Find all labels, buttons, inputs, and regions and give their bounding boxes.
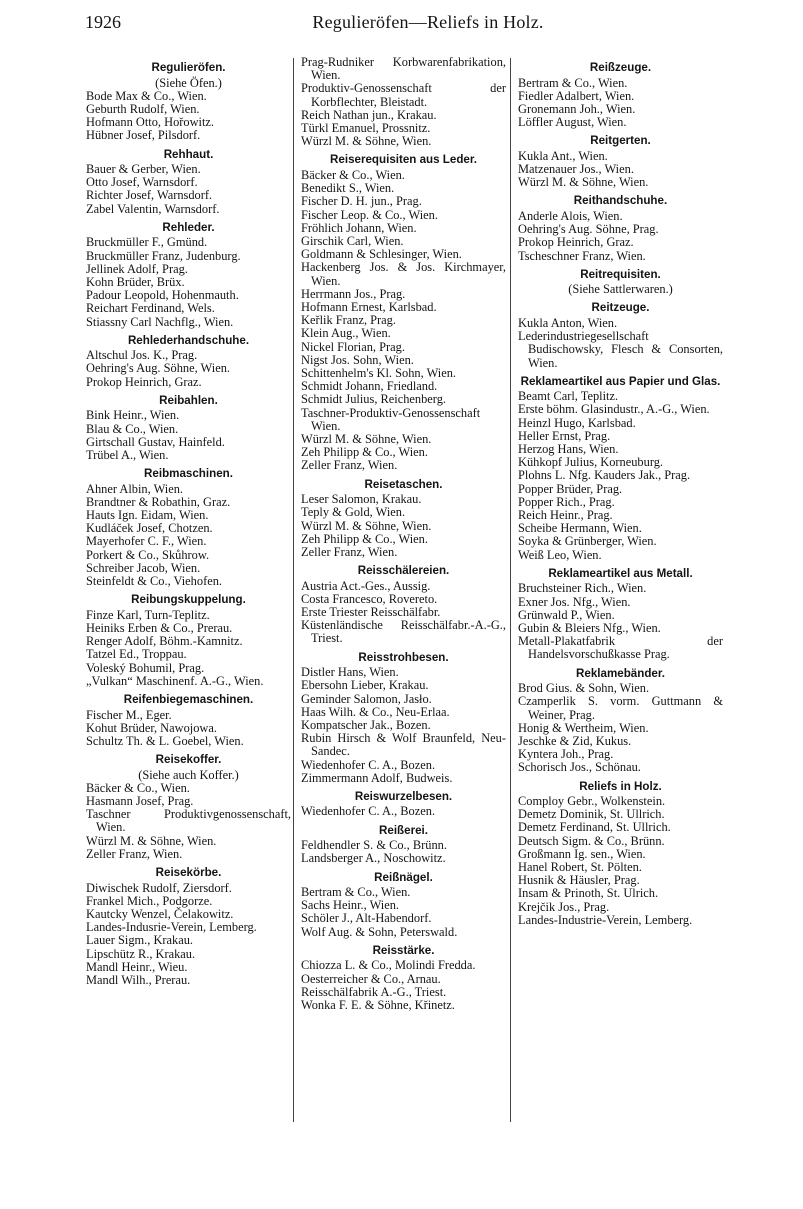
directory-entry: Würzl M. & Söhne, Wien. [86,833,217,848]
directory-entry: Klein Aug., Wien. [301,326,391,341]
directory-entry: Bruckmüller Franz, Judenburg. [86,248,241,263]
category-heading: Reklamebänder. [576,666,665,680]
directory-entry: Kyntera Joh., Prag. [518,747,614,762]
directory-entry: Zeller Franz, Wien. [86,846,183,861]
directory-entry: Weiß Leo, Wien. [518,547,602,562]
category-heading: Reiserequisiten aus Leder. [330,153,477,167]
directory-entry: Jellinek Adolf, Prag. [86,261,188,276]
directory-entry: Erste böhm. Glasindustr., A.-G., Wien. [518,402,710,417]
directory-entry: Stiassny Carl Nachflg., Wien. [86,314,234,329]
directory-entry: Anderle Alois, Wien. [518,208,623,223]
directory-entry: Zeller Franz, Wien. [301,544,398,559]
directory-entry: Wonka F. E. & Söhne, Křinetz. [301,997,455,1012]
directory-entry: Wiedenhofer C. A., Bozen. [301,757,436,772]
directory-entry: Türkl Emanuel, Prossnitz. [301,121,431,136]
directory-entry: Krejčik Jos., Prag. [518,899,610,914]
directory-entry: Brod Gius. & Sohn, Wien. [518,681,650,696]
directory-entry: Brandtner & Robathin, Graz. [86,494,231,509]
directory-entry: Demetz Ferdinand, St. Ullrich. [518,820,671,835]
category-heading: Regulieröfen. [151,61,226,74]
directory-entry: Lauer Sigm., Krakau. [86,933,194,948]
directory-entry: Reichart Ferdinand, Wels. [86,301,215,316]
directory-entry: Hofmann Ernest, Karlsbad. [301,299,437,314]
category-heading: Reifenbiegemaschinen. [123,693,254,707]
directory-entry: Zeh Philipp & Co., Wien. [301,445,428,460]
directory-entry: Landes-Industrie-Verein, Lemberg. [518,912,693,927]
directory-entry: Heinzl Hugo, Karlsbad. [518,415,636,430]
directory-entry: Bertram & Co., Wien. [301,885,411,900]
directory-entry: Altschul Jos. K., Prag. [86,348,198,363]
directory-entry: Trübel A., Wien. [86,447,169,462]
directory-entry: Bruchsteiner Rich., Wien. [518,581,647,596]
directory-entry: „Vulkan“ Maschinenf. A.-G., Wien. [86,673,264,688]
directory-entry: Leser Salomon, Krakau. [301,492,422,507]
directory-entry: Richter Josef, Warnsdorf. [86,188,213,203]
directory-entry: Comploy Gebr., Wolkenstein. [518,794,666,809]
directory-entry: Oehring's Aug. Söhne, Prag. [518,222,659,237]
directory-entry: Bäcker & Co., Wien. [86,780,190,795]
directory-entry: Heiniks Erben & Co., Prerau. [86,621,233,635]
directory-entry: Kautcky Wenzel, Čelakowitz. [86,906,234,921]
category-heading: Reklameartikel aus Metall. [548,566,693,580]
directory-entry: Czamperlik S. vorm. Guttmann & Weiner, Prag. [518,694,723,722]
directory-entry: Girtschall Gustav, Hainfeld. [86,434,225,449]
directory-entry: Finze Karl, Turn-Teplitz. [86,607,210,622]
category-heading: Reliefs in Holz. [579,779,662,793]
category-heading: Reißerei. [379,823,428,837]
directory-entry: Haas Wilh. & Co., Neu-Erlaa. [301,704,450,719]
directory-entry: Prokop Heinrich, Graz. [518,235,634,250]
directory-entry: Hofmann Otto, Hořowitz. [86,115,215,130]
directory-entry: Hübner Josef, Pilsdorf. [86,128,201,143]
directory-entry: Scheibe Hermann, Wien. [518,521,642,536]
running-head: Regulieröfen—Reliefs in Holz. [312,12,544,32]
directory-entry: Bertram & Co., Wien. [518,75,628,90]
category-heading: Reisstrohbesen. [358,650,449,664]
directory-entry: Soyka & Grünberger, Wien. [518,534,657,549]
directory-entry: Rubin Hirsch & Wolf Braunfeld, Neu-Sandec. [301,731,506,759]
directory-entry: Chiozza L. & Co., Molindi Fredda. [301,958,476,973]
directory-entry: Honig & Wertheim, Wien. [518,720,649,735]
column-rule-right [510,58,511,1122]
directory-entry: Goldmann & Schlesinger, Wien. [301,247,462,262]
directory-entry: Girschik Carl, Wien. [301,233,404,248]
category-heading: Reißzeuge. [589,61,652,74]
directory-entry: Bauer & Gerber, Wien. [86,162,201,177]
directory-entry: Teply & Gold, Wien. [301,505,406,520]
category-heading: Rehlederhandschuhe. [127,333,250,347]
directory-entry: Küstenländische Reisschälfabr.-A.-G., Triest. [301,618,506,646]
category-heading: Reitrequisiten. [580,267,661,281]
directory-entry: Herrmann Jos., Prag. [301,286,406,301]
directory-entry: Tatzel Ed., Troppau. [86,647,187,662]
directory-entry: Oesterreicher & Co., Arnau. [301,971,441,986]
cross-reference-note: (Siehe Öfen.) [155,75,222,90]
directory-entry: Husnik & Häusler, Prag. [518,873,640,888]
directory-entry: Nigst Jos. Sohn, Wien. [301,352,414,367]
directory-entry: Taschner-Produktiv-Genossenschaft Wien. [301,405,481,433]
directory-entry: Lederindustriegesellschaft Budischowsky, Flesch & Consorten, Wien. [518,329,723,370]
category-heading: Reiswurzelbesen. [354,789,453,803]
category-heading: Reithandschuhe. [573,194,668,208]
directory-entry: Landes-Indusrie-Verein, Lemberg. [86,920,257,935]
category-heading: Rehleder. [162,220,215,234]
page-number: 1926 [85,12,121,32]
cross-reference-note: (Siehe Sattlerwaren.) [568,282,673,297]
directory-entry: Popper Brüder, Prag. [518,481,623,496]
directory-entry: Deutsch Sigm. & Co., Brünn. [518,833,665,848]
directory-entry: Schmidt Johann, Friedland. [301,379,438,394]
directory-entry: Otto Josef, Warnsdorf. [86,175,198,190]
directory-entry: Kohn Brüder, Brüx. [86,274,185,289]
directory-entry: Mandl Heinr., Wieu. [86,959,188,974]
directory-entry: Produktiv-Genossenschaft der Korbflechter, Bleistadt. [301,81,506,109]
directory-entry: Prag-Rudniker Korbwarenfabrikation, Wien. [301,55,506,83]
directory-entry: Geburth Rudolf, Wien. [86,101,200,116]
directory-entry: Austria Act.-Ges., Aussig. [301,578,431,593]
directory-entry: Fischer M., Eger. [86,707,172,722]
directory-entry: Hasmann Josef, Prag. [86,794,194,809]
directory-entry: Würzl M. & Söhne, Wien. [301,134,432,149]
directory-entry: Popper Rich., Prag. [518,494,615,509]
directory-entry: Reich Nathan jun., Krakau. [301,107,437,122]
directory-entry: Grünwald P., Wien. [518,607,615,622]
directory-entry: Wolf Aug. & Sohn, Peterswald. [301,924,458,939]
directory-entry: Fröhlich Johann, Wien. [301,220,417,235]
directory-entry: Padour Leopold, Hohenmauth. [86,288,239,303]
category-heading: Reisstärke. [372,943,435,957]
directory-entry: Gronemann Joh., Wien. [518,101,636,116]
directory-entry: Löffler August, Wien. [518,115,627,130]
category-heading: Reißnägel. [374,870,433,884]
directory-entry: Insam & Prinoth, St. Ulrich. [518,886,659,901]
directory-entry: Kudláček Josef, Chotzen. [86,521,213,536]
column-3 [518,56,723,927]
directory-entry: Landsberger A., Noschowitz. [301,851,446,866]
directory-entry: Porkert & Co., Skůhrow. [86,547,210,562]
directory-entry: Schmidt Julius, Reichenberg. [301,392,447,407]
directory-entry: Schorisch Jos., Schönau. [518,760,641,775]
directory-entry: Distler Hans, Wien. [301,665,399,680]
directory-entry: Großmann Ig. sen., Wien. [518,846,646,861]
directory-entry: Zeller Franz, Wien. [301,458,398,473]
directory-entry: Lipschütz R., Krakau. [86,946,196,961]
directory-entry: Ebersohn Lieber, Krakau. [301,678,429,693]
directory-entry: Frankel Mich., Podgorze. [86,893,213,908]
directory-entry: Diwischek Rudolf, Ziersdorf. [86,880,232,895]
directory-entry: Erste Triester Reisschälfabr. [301,605,441,620]
directory-entry: Nickel Florian, Prag. [301,339,405,354]
directory-entry: Schöler J., Alt-Habendorf. [301,911,432,926]
directory-entry: Würzl M. & Söhne, Wien. [301,431,432,446]
page-header [0,0,803,44]
directory-entry: Bäcker & Co., Wien. [301,167,405,182]
directory-entry: Schultz Th. & L. Goebel, Wien. [86,733,244,748]
directory-entry: Exner Jos. Nfg., Wien. [518,594,631,609]
column-1 [86,56,291,987]
directory-entry: Heller Ernst, Prag. [518,428,611,443]
directory-entry: Kompatscher Jak., Bozen. [301,717,431,732]
column-rule-left [293,58,294,1122]
directory-entry: Zimmermann Adolf, Budweis. [301,770,453,785]
directory-entry: Feldhendler S. & Co., Brünn. [301,838,447,853]
directory-entry: Bode Max & Co., Wien. [86,88,207,103]
directory-entry: Demetz Dominik, St. Ullrich. [518,807,665,822]
category-heading: Reibungskuppelung. [131,593,246,607]
directory-entry: Benedikt S., Wien. [301,181,395,196]
directory-entry: Voleský Bohumil, Prag. [86,660,205,675]
directory-entry: Kukla Ant., Wien. [518,148,608,163]
directory-entry: Hauts Ign. Eidam, Wien. [86,508,209,523]
directory-entry: Matzenauer Jos., Wien. [518,162,634,177]
directory-entry: Blau & Co., Wien. [86,421,179,436]
directory-entry: Kühkopf Julius, Korneuburg. [518,455,664,470]
directory-entry: Bink Heinr., Wien. [86,408,180,423]
directory-entry: Fischer D. H. jun., Prag. [301,194,422,209]
directory-entry: Reisschälfabrik A.-G., Triest. [301,984,447,999]
directory-entry: Hanel Robert, St. Pölten. [518,860,642,875]
directory-entry: Geminder Salomon, Jasło. [301,691,432,706]
directory-entry: Jeschke & Zid, Kukus. [518,733,632,748]
directory-entry: Taschner Produktivgenossenschaft, Wien. [86,807,291,835]
category-heading: Reisschälereien. [357,564,450,578]
category-heading: Reisetaschen. [364,477,443,491]
directory-entry: Mandl Wilh., Prerau. [86,972,191,987]
directory-entry: Hackenberg Jos. & Jos. Kirchmayer, Wien. [301,260,506,288]
directory-entry: Mayerhofer C. F., Wien. [86,534,207,549]
directory-entry: Plohns L. Nfg. Kauders Jak., Prag. [518,468,691,483]
directory-entry: Metall-Plakatfabrik der Handelsvorschußkasse Prag. [518,634,723,662]
directory-entry: Keřlik Franz, Prag. [301,313,396,328]
directory-entry: Prokop Heinrich, Graz. [86,374,202,389]
directory-entry: Würzl M. & Söhne, Wien. [301,518,432,533]
directory-entry: Beamt Carl, Teplitz. [518,389,619,404]
category-heading: Reibahlen. [159,393,218,407]
directory-entry: Schreiber Jacob, Wien. [86,560,201,575]
directory-entry: Costa Francesco, Rovereto. [301,591,438,606]
directory-entry: Steinfeldt & Co., Viehofen. [86,574,222,589]
directory-entry: Sachs Heinr., Wien. [301,898,400,913]
directory-entry: Wiedenhofer C. A., Bozen. [301,804,436,819]
category-heading: Rehhaut. [163,147,214,161]
cross-reference-note: (Siehe auch Koffer.) [138,767,239,782]
category-heading: Reitgerten. [590,134,651,148]
directory-entry: Schittenhelm's Kl. Sohn, Wien. [301,365,457,380]
directory-entry: Ahner Albin, Wien. [86,481,184,496]
directory-entry: Gubin & Bleiers Nfg., Wien. [518,621,661,635]
directory-entry: Reich Heinr., Prag. [518,508,613,523]
category-heading: Reibmaschinen. [144,467,233,481]
category-heading: Reisekörbe. [155,866,222,880]
directory-entry: Zeh Philipp & Co., Wien. [301,531,428,546]
directory-entry: Kohut Brüder, Nawojowa. [86,720,217,735]
directory-entry: Renger Adolf, Böhm.-Kamnitz. [86,634,243,649]
directory-entry: Fiedler Adalbert, Wien. [518,88,635,103]
directory-entry: Fischer Leop. & Co., Wien. [301,207,438,222]
category-heading: Reklameartikel aus Papier und Glas. [520,374,721,388]
directory-entry: Würzl M. & Söhne, Wien. [518,175,649,190]
directory-entry: Tscheschner Franz, Wien. [518,248,646,263]
category-heading: Reitzeuge. [591,301,650,315]
category-heading: Reisekoffer. [155,753,222,767]
directory-entry: Oehring's Aug. Söhne, Wien. [86,361,230,376]
directory-entry: Kukla Anton, Wien. [518,315,618,330]
column-2 [301,56,506,1012]
directory-entry: Bruckmüller F., Gmünd. [86,235,208,250]
directory-entry: Zabel Valentin, Warnsdorf. [86,201,220,216]
directory-entry: Herzog Hans, Wien. [518,442,619,457]
